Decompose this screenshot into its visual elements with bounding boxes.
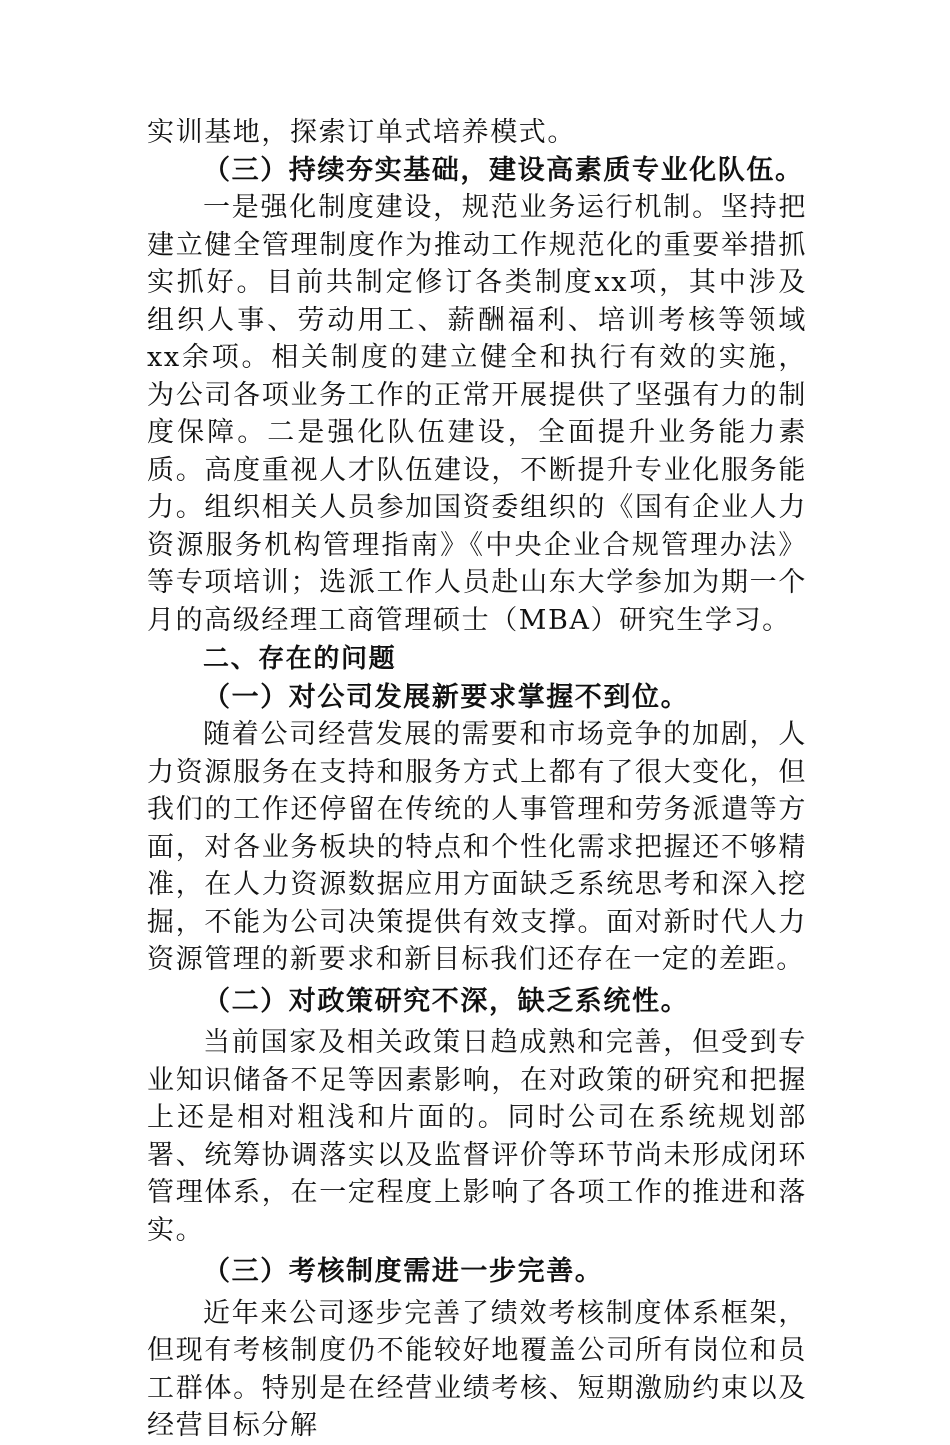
paragraph-problem-three: 近年来公司逐步完善了绩效考核制度体系框架，但现有考核制度仍不能较好地覆盖公司所有岗位和员工群体。特别是在经营业绩考核、短期激励约束以及经营目标分解 xyxy=(147,1297,807,1441)
subheading-problem-one: （一）对公司发展新要求掌握不到位。 xyxy=(203,681,690,713)
subheading-problem-three: （三）考核制度需进一步完善。 xyxy=(203,1256,604,1287)
paragraph-training-base: 实训基地，探索订单式培养模式。 xyxy=(147,117,576,148)
section-heading-problems: 二、存在的问题 xyxy=(203,644,397,674)
paragraph-system-building: 一是强化制度建设，规范业务运行机制。坚持把建立健全管理制度作为推动工作规范化的重要举措抓实抓好。目前共制定修订各类制度xx项，其中涉及组织人事、劳动用工、薪酬福利、培训考核等领域xx余项。相关制度的建立健全和执行有效的实施，为公司各项业务工作的正常开展提供了坚强有力的制度保障。二是强化队伍建设，全面提升业务能力素质。高度重视人才队伍建设，不断提升专业化服务能力。组织相关人员参加国资委组织的《国有企业人力资源服务机构管理指南》《中央企业合规管理办法》等专项培训；选派工作人员赴山东大学参加为期一个月的高级经理工商管理硕士（MBA）研究生学习。 xyxy=(147,192,807,636)
paragraph-problem-two: 当前国家及相关政策日趋成熟和完善，但受到专业知识储备不足等因素影响，在对政策的研究和把握上还是相对粗浅和片面的。同时公司在系统规划部署、统筹协调落实以及监督评价等环节尚未形成闭环管理体系，在一定程度上影响了各项工作的推进和落实。 xyxy=(147,1027,807,1246)
subheading-problem-two: （二）对政策研究不深，缺乏系统性。 xyxy=(203,985,690,1017)
subheading-team-building: （三）持续夯实基础，建设高素质专业化队伍。 xyxy=(203,154,804,186)
document-body xyxy=(147,114,807,1445)
paragraph-problem-one: 随着公司经营发展的需要和市场竞争的加剧，人力资源服务在支持和服务方式上都有了很大变化，但我们的工作还停留在传统的人事管理和劳务派遣等方面，对各业务板块的特点和个性化需求把握还不够精准，在人力资源数据应用方面缺乏系统思考和深入挖掘，不能为公司决策提供有效支撑。面对新时代人力资源管理的新要求和新目标我们还存在一定的差距。 xyxy=(147,719,807,975)
